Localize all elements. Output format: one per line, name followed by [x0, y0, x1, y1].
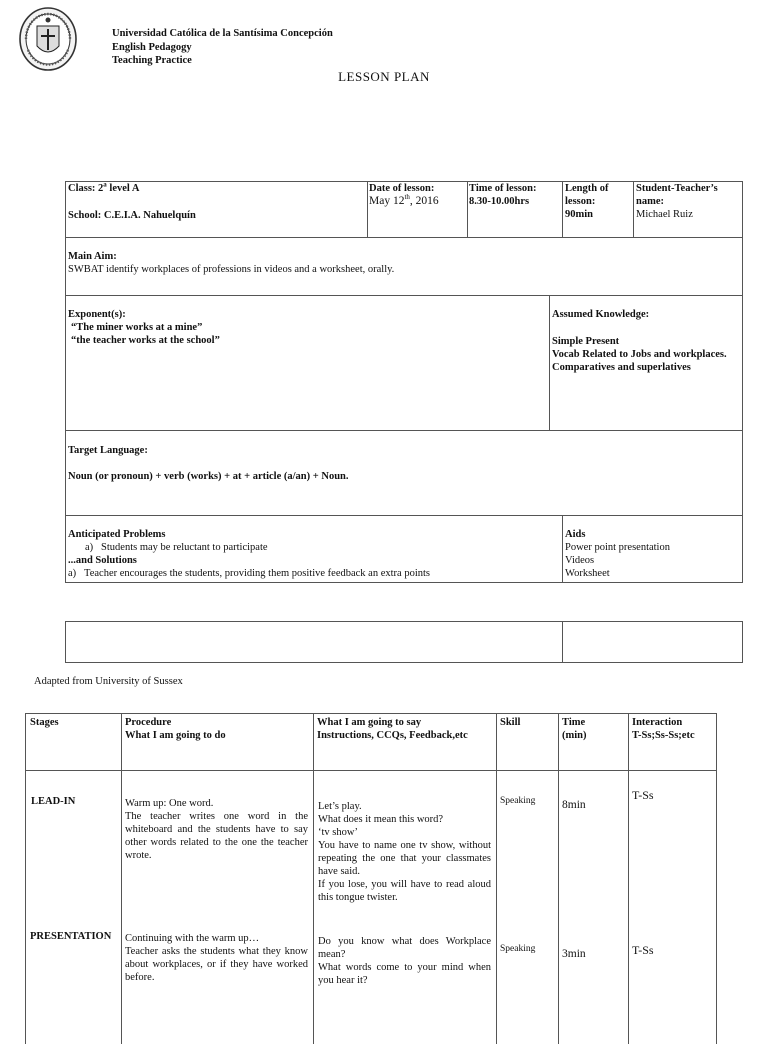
procedure-cell: Warm up: One word. The teacher writes one word in the whiteboard and the students have to say other words related to the one the teacher wrote. [125, 798, 308, 861]
knowledge-item: Vocab Related to Jobs and workplaces. [552, 349, 727, 360]
target-language-label: Target Language: [68, 445, 148, 456]
assumed-knowledge-label: Assumed Knowledge: [552, 309, 650, 320]
time-value: 8.30-10.00hrs [469, 196, 530, 207]
aids-label: Aids [565, 529, 586, 540]
header-what-to-say: What I am going to say Instructions, CCQs, Feedback,etc [317, 717, 468, 741]
aid-item: Videos [565, 555, 595, 566]
target-language [68, 444, 728, 483]
length-value: 90min [565, 209, 594, 220]
main-aim-text: SWBAT identify workplaces of professions in videos and a worksheet, orally. [68, 264, 395, 275]
problems-label: Anticipated Problems [68, 529, 166, 540]
university-name: Universidad Católica de la Santísima Concepción [112, 28, 333, 39]
institution-header [112, 27, 333, 68]
class-field: Class: 2$^a$ level A [68, 180, 140, 194]
target-language-formula: Noun (or pronoun) + verb (works) + at + article (a/an) + Noun. [68, 471, 349, 482]
knowledge-item: Simple Present [552, 336, 620, 347]
length-label: Length of lesson: [565, 183, 609, 207]
date-value: May 12th, 2016 [369, 193, 439, 207]
solution-item: a) Teacher encourages the students, providing them positive feedback an extra points [68, 568, 430, 579]
length-field [565, 182, 631, 221]
problem-item: a) Students may be reluctant to participate [85, 542, 268, 553]
aid-item: Power point presentation [565, 542, 670, 553]
time-cell: 8min [562, 799, 586, 811]
header-procedure: Procedure What I am going to do [125, 717, 226, 741]
time-label: Time of lesson: [469, 183, 537, 194]
interaction-cell: T-Ss [632, 943, 654, 957]
main-aim [68, 250, 728, 276]
knowledge-item: Comparatives and superlatives [552, 362, 691, 373]
skill-cell: Speaking [500, 796, 536, 806]
date-label: Date of lesson: [369, 183, 435, 194]
header-time: Time (min) [562, 717, 587, 741]
program-name: English Pedagogy [112, 41, 192, 53]
header-stages: Stages [30, 717, 59, 728]
skill-cell: Speaking [500, 944, 536, 954]
teacher-field [636, 182, 738, 221]
empty-notes-table [65, 621, 743, 663]
teacher-value: Michael Ruiz [636, 209, 693, 220]
aid-item: Worksheet [565, 568, 610, 579]
procedure-cell: Continuing with the warm up… Teacher asks the students what they know about workplaces, or if they have worked before. [125, 933, 308, 983]
source-note: Adapted from University of Sussex [34, 676, 183, 687]
stage-name: PRESENTATION [30, 931, 112, 942]
exponent-line: “The miner works at a mine” [71, 322, 203, 333]
instructions-cell: Do you know what does Workplace mean? What words come to your mind when you hear it? [318, 936, 491, 986]
date-field [369, 182, 465, 208]
stage-name: LEAD-IN [31, 796, 76, 807]
course-name: Teaching Practice [112, 55, 192, 66]
time-field [469, 182, 561, 208]
teacher-label: Student-Teacher’s name: [636, 183, 718, 207]
instructions-cell: Let’s play. What does it mean this word? ‘tv show’ You have to name one tv show, without repeating the one that your classmates have said. If you lose, you will have to read aloud this tongue twister. [318, 801, 491, 903]
main-aim-label: Main Aim: [68, 251, 117, 262]
aids [565, 528, 735, 580]
exponent-line: “the teacher works at the school” [71, 335, 220, 346]
school-field: School: C.E.I.A. Nahuelquín [68, 210, 196, 221]
university-seal-logo [18, 6, 78, 72]
header-skill: Skill [500, 717, 521, 728]
page-title: LESSON PLAN [338, 69, 430, 84]
lesson-info-table [65, 181, 743, 583]
solutions-label: ...and Solutions [68, 555, 137, 566]
exponents [68, 308, 538, 347]
time-cell: 3min [562, 948, 586, 960]
header-interaction: Interaction T-Ss;Ss-Ss;etc [632, 717, 695, 741]
anticipated-problems [68, 528, 558, 580]
exponents-label: Exponent(s): [68, 309, 126, 320]
interaction-cell: T-Ss [632, 788, 654, 802]
assumed-knowledge [552, 308, 732, 374]
